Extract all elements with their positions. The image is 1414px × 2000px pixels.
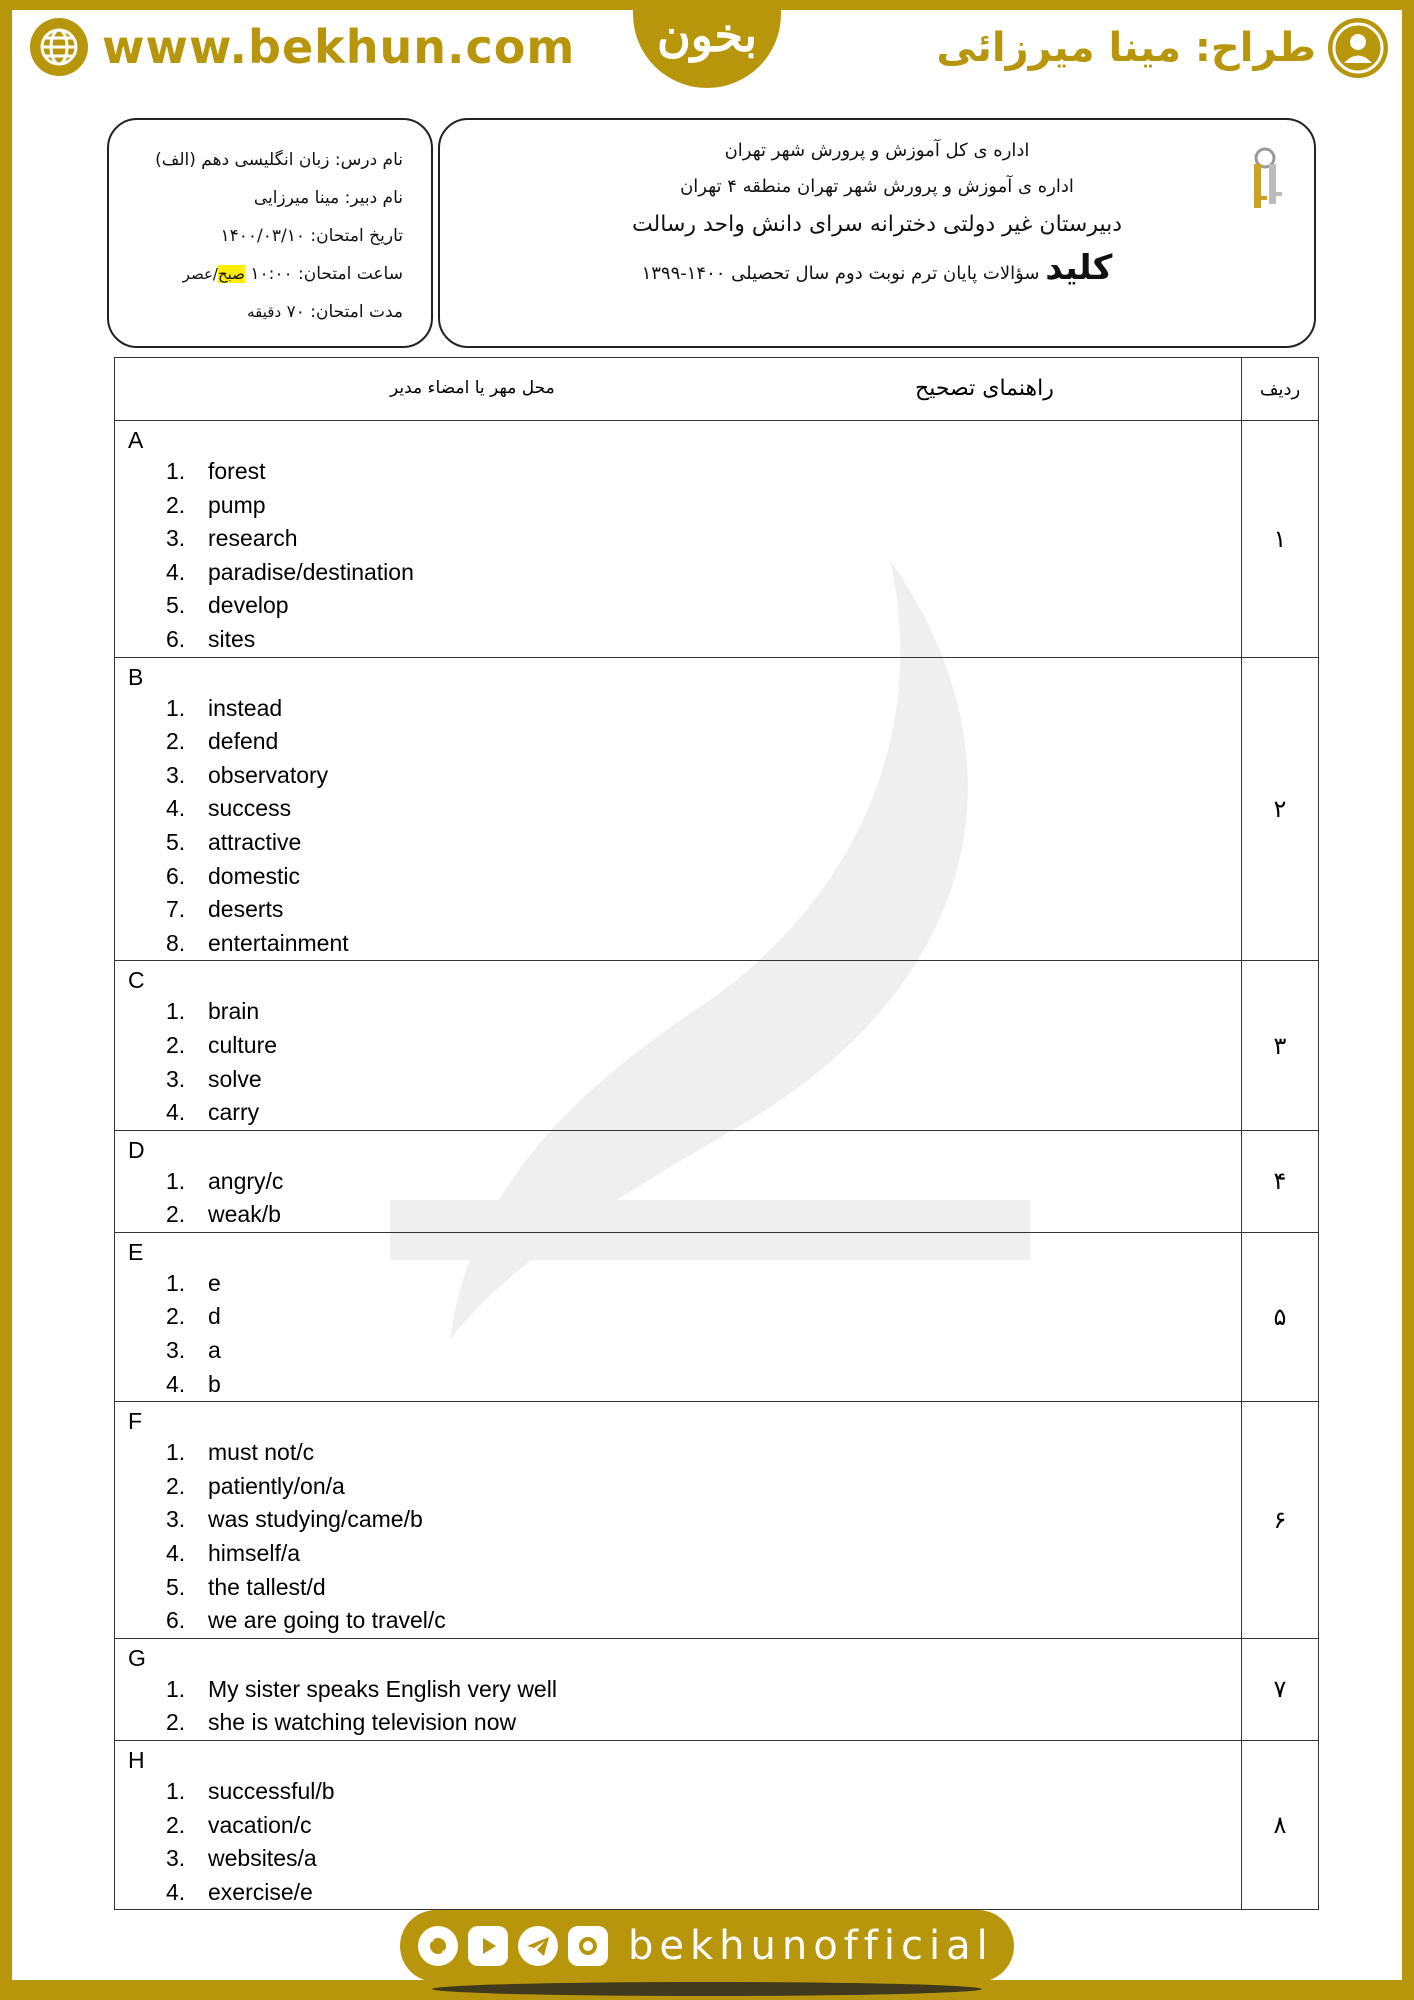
item-answer: entertainment — [208, 929, 349, 956]
list-item — [166, 995, 1241, 1029]
header-row: ردیف — [1242, 358, 1319, 421]
item-number: 2. — [166, 1031, 186, 1058]
answer-cell — [115, 657, 1242, 961]
footer-shadow — [432, 1982, 982, 1996]
item-number: 4. — [166, 1099, 186, 1126]
list-item — [166, 1300, 1241, 1334]
duration-unit: دقیقه — [247, 303, 282, 321]
list-item — [166, 1368, 1241, 1402]
answer-cell — [115, 421, 1242, 658]
time-sep: / — [212, 265, 218, 283]
item-answer: domestic — [208, 862, 301, 889]
item-number: 3. — [166, 1845, 186, 1872]
item-answer: must not/c — [208, 1439, 315, 1466]
answer-list — [128, 1673, 1241, 1740]
item-answer: vacation/c — [208, 1811, 312, 1838]
list-item — [166, 1096, 1241, 1130]
row-number: ۴ — [1242, 1130, 1319, 1232]
item-answer: weak/b — [208, 1201, 281, 1228]
item-number: 2. — [166, 1303, 186, 1330]
instagram-icon[interactable] — [568, 1926, 608, 1966]
site-link[interactable] — [30, 18, 575, 76]
row-number: ۵ — [1242, 1232, 1319, 1401]
globe-icon — [30, 18, 88, 76]
list-item — [166, 1604, 1241, 1638]
answer-cell — [115, 1741, 1242, 1910]
item-number: 2. — [166, 1201, 186, 1228]
list-item — [166, 1809, 1241, 1843]
answer-list — [128, 1267, 1241, 1401]
item-answer: pump — [208, 491, 266, 518]
row-number: ۶ — [1242, 1402, 1319, 1639]
list-item — [166, 1775, 1241, 1809]
item-answer: solve — [208, 1065, 262, 1092]
list-item — [166, 1537, 1241, 1571]
header-sign: محل مهر یا امضاء مدیر — [390, 378, 555, 398]
item-number: 3. — [166, 1506, 186, 1533]
item-number: 3. — [166, 761, 186, 788]
list-item — [166, 893, 1241, 927]
list-item — [166, 1165, 1241, 1199]
list-item — [166, 1267, 1241, 1301]
section-letter: C — [128, 967, 145, 994]
answer-key-table — [114, 357, 1319, 1910]
list-item — [166, 1063, 1241, 1097]
top-banner — [0, 0, 1414, 90]
item-answer: himself/a — [208, 1540, 301, 1567]
row-number: ۱ — [1242, 421, 1319, 658]
answer-list — [128, 1436, 1241, 1638]
list-item — [166, 1571, 1241, 1605]
user-icon — [1328, 18, 1388, 78]
item-answer: attractive — [208, 828, 302, 855]
item-number: 7. — [166, 896, 186, 923]
time-morning: صبح — [217, 265, 245, 283]
section-letter: D — [128, 1136, 145, 1163]
table-row — [115, 1232, 1319, 1401]
item-answer: observatory — [208, 761, 329, 788]
item-number: 6. — [166, 862, 186, 889]
section-letter: E — [128, 1238, 144, 1265]
duration-label: مدت امتحان: ۷۰ — [286, 302, 403, 322]
header-guide-cell — [115, 358, 1242, 421]
list-item — [166, 1029, 1241, 1063]
section-letter: A — [128, 427, 144, 453]
item-answer: culture — [208, 1031, 278, 1058]
table-row — [115, 421, 1319, 658]
org-line-2: اداره ی آموزش و پرورش شهر تهران منطقه ۴ تهران — [680, 176, 1074, 197]
item-answer: instead — [208, 694, 283, 721]
item-number: 1. — [166, 1439, 186, 1466]
item-answer: b — [208, 1370, 221, 1397]
designer-name: طراح: مینا میرزائی — [936, 25, 1316, 71]
list-item — [166, 860, 1241, 894]
list-item — [166, 725, 1241, 759]
table-row — [115, 961, 1319, 1130]
exam-duration — [247, 302, 403, 322]
header-guide: راهنمای تصحیح — [915, 376, 1054, 401]
course-name: نام درس: زبان انگلیسی دهم (الف) — [155, 150, 403, 170]
item-number: 3. — [166, 525, 186, 552]
exam-term: سؤالات پایان ترم نوبت دوم سال تحصیلی ۱۴۰۰-۱۳۹۹ — [641, 263, 1040, 284]
item-answer: success — [208, 795, 292, 822]
list-item — [166, 1503, 1241, 1537]
youtube-icon[interactable] — [468, 1926, 508, 1966]
item-answer: My sister speaks English very well — [208, 1675, 557, 1702]
item-answer: angry/c — [208, 1167, 284, 1194]
site-url[interactable]: www.bekhun.com — [102, 20, 576, 74]
list-item — [166, 1436, 1241, 1470]
item-answer: brain — [208, 998, 260, 1025]
item-answer: the tallest/d — [208, 1573, 326, 1600]
item-number: 2. — [166, 728, 186, 755]
exam-title — [440, 248, 1314, 288]
item-answer: d — [208, 1303, 221, 1330]
item-number: 1. — [166, 1167, 186, 1194]
item-answer: she is watching television now — [208, 1709, 517, 1736]
item-number: 1. — [166, 998, 186, 1025]
aparat-icon[interactable] — [418, 1926, 458, 1966]
item-number: 1. — [166, 458, 186, 484]
list-item — [166, 692, 1241, 726]
school-info-box — [438, 118, 1316, 348]
social-handle[interactable]: bekhunofficial — [628, 1923, 994, 1969]
teacher-name: نام دبیر: مینا میرزایی — [253, 188, 403, 208]
table-row — [115, 1402, 1319, 1639]
item-answer: was studying/came/b — [208, 1506, 423, 1533]
exam-date: تاریخ امتحان: ۱۴۰۰/۰۳/۱۰ — [220, 226, 403, 246]
item-answer: successful/b — [208, 1778, 335, 1804]
table-row — [115, 657, 1319, 961]
item-number: 6. — [166, 625, 186, 652]
item-answer: research — [208, 525, 298, 552]
answer-cell — [115, 1232, 1242, 1401]
section-letter: G — [128, 1644, 146, 1671]
item-answer: sites — [208, 625, 256, 652]
table-row — [115, 1741, 1319, 1910]
item-answer: we are going to travel/c — [208, 1607, 446, 1634]
answer-sections — [115, 421, 1319, 1910]
item-number: 4. — [166, 1540, 186, 1567]
answer-list — [128, 1165, 1241, 1232]
item-number: 5. — [166, 828, 186, 855]
answer-list — [128, 995, 1241, 1129]
row-number: ۷ — [1242, 1638, 1319, 1740]
item-answer: forest — [208, 458, 266, 484]
list-item — [166, 1334, 1241, 1368]
item-number: 5. — [166, 592, 186, 619]
org-line-1: اداره ی کل آموزش و پرورش شهر تهران — [724, 140, 1030, 161]
list-item — [166, 1706, 1241, 1740]
key-label: کلید — [1045, 248, 1113, 288]
social-footer — [400, 1910, 1014, 1982]
row-number: ۳ — [1242, 961, 1319, 1130]
item-number: 1. — [166, 694, 186, 721]
section-letter: F — [128, 1408, 143, 1435]
item-number: 4. — [166, 795, 186, 822]
row-number: ۲ — [1242, 657, 1319, 961]
table-row — [115, 1130, 1319, 1232]
answer-list — [128, 455, 1241, 657]
item-number: 5. — [166, 1573, 186, 1600]
list-item — [166, 623, 1241, 657]
list-item — [166, 589, 1241, 623]
row-number: ۸ — [1242, 1741, 1319, 1910]
logo-text: بخون — [656, 8, 758, 62]
answer-list — [128, 692, 1241, 961]
item-answer: websites/a — [208, 1845, 317, 1872]
list-item — [166, 927, 1241, 961]
item-number: 2. — [166, 1709, 186, 1736]
list-item — [166, 792, 1241, 826]
item-answer: develop — [208, 592, 289, 619]
answer-cell — [115, 1402, 1242, 1639]
list-item — [166, 556, 1241, 590]
item-answer: a — [208, 1337, 221, 1364]
section-letter: B — [128, 663, 144, 690]
answer-cell — [115, 1638, 1242, 1740]
answer-cell — [115, 1130, 1242, 1232]
item-number: 1. — [166, 1778, 186, 1804]
list-item — [166, 1876, 1241, 1910]
item-answer: carry — [208, 1099, 260, 1126]
item-number: 4. — [166, 558, 186, 585]
section-letter: H — [128, 1747, 145, 1773]
list-item — [166, 826, 1241, 860]
item-answer: e — [208, 1269, 221, 1296]
answer-list — [128, 1775, 1241, 1909]
list-item — [166, 522, 1241, 556]
item-number: 3. — [166, 1065, 186, 1092]
item-answer: exercise/e — [208, 1878, 313, 1905]
item-answer: defend — [208, 728, 279, 755]
item-number: 2. — [166, 1811, 186, 1838]
table-header — [115, 358, 1319, 421]
item-answer: deserts — [208, 896, 284, 923]
list-item — [166, 1673, 1241, 1707]
item-number: 2. — [166, 491, 186, 518]
item-number: 1. — [166, 1675, 186, 1702]
exam-time — [183, 264, 403, 284]
list-item — [166, 759, 1241, 793]
item-number: 3. — [166, 1337, 186, 1364]
item-number: 4. — [166, 1370, 186, 1397]
school-name: دبیرستان غیر دولتی دخترانه سرای دانش واحد رسالت — [631, 212, 1123, 237]
item-number: 4. — [166, 1878, 186, 1905]
item-number: 8. — [166, 929, 186, 956]
item-answer: paradise/destination — [208, 558, 414, 585]
table-row — [115, 1638, 1319, 1740]
answer-cell — [115, 961, 1242, 1130]
telegram-icon[interactable] — [518, 1926, 558, 1966]
time-evening: عصر — [182, 265, 213, 283]
list-item — [166, 1842, 1241, 1876]
item-number: 6. — [166, 1607, 186, 1634]
list-item — [166, 1470, 1241, 1504]
list-item — [166, 455, 1241, 489]
list-item — [166, 489, 1241, 523]
item-number: 2. — [166, 1472, 186, 1499]
item-number: 1. — [166, 1269, 186, 1296]
designer-credit — [936, 18, 1388, 78]
time-prefix: ساعت امتحان: ۱۰:۰۰ — [250, 264, 403, 284]
item-answer: patiently/on/a — [208, 1472, 345, 1499]
list-item — [166, 1198, 1241, 1232]
exam-info-box — [107, 118, 433, 348]
